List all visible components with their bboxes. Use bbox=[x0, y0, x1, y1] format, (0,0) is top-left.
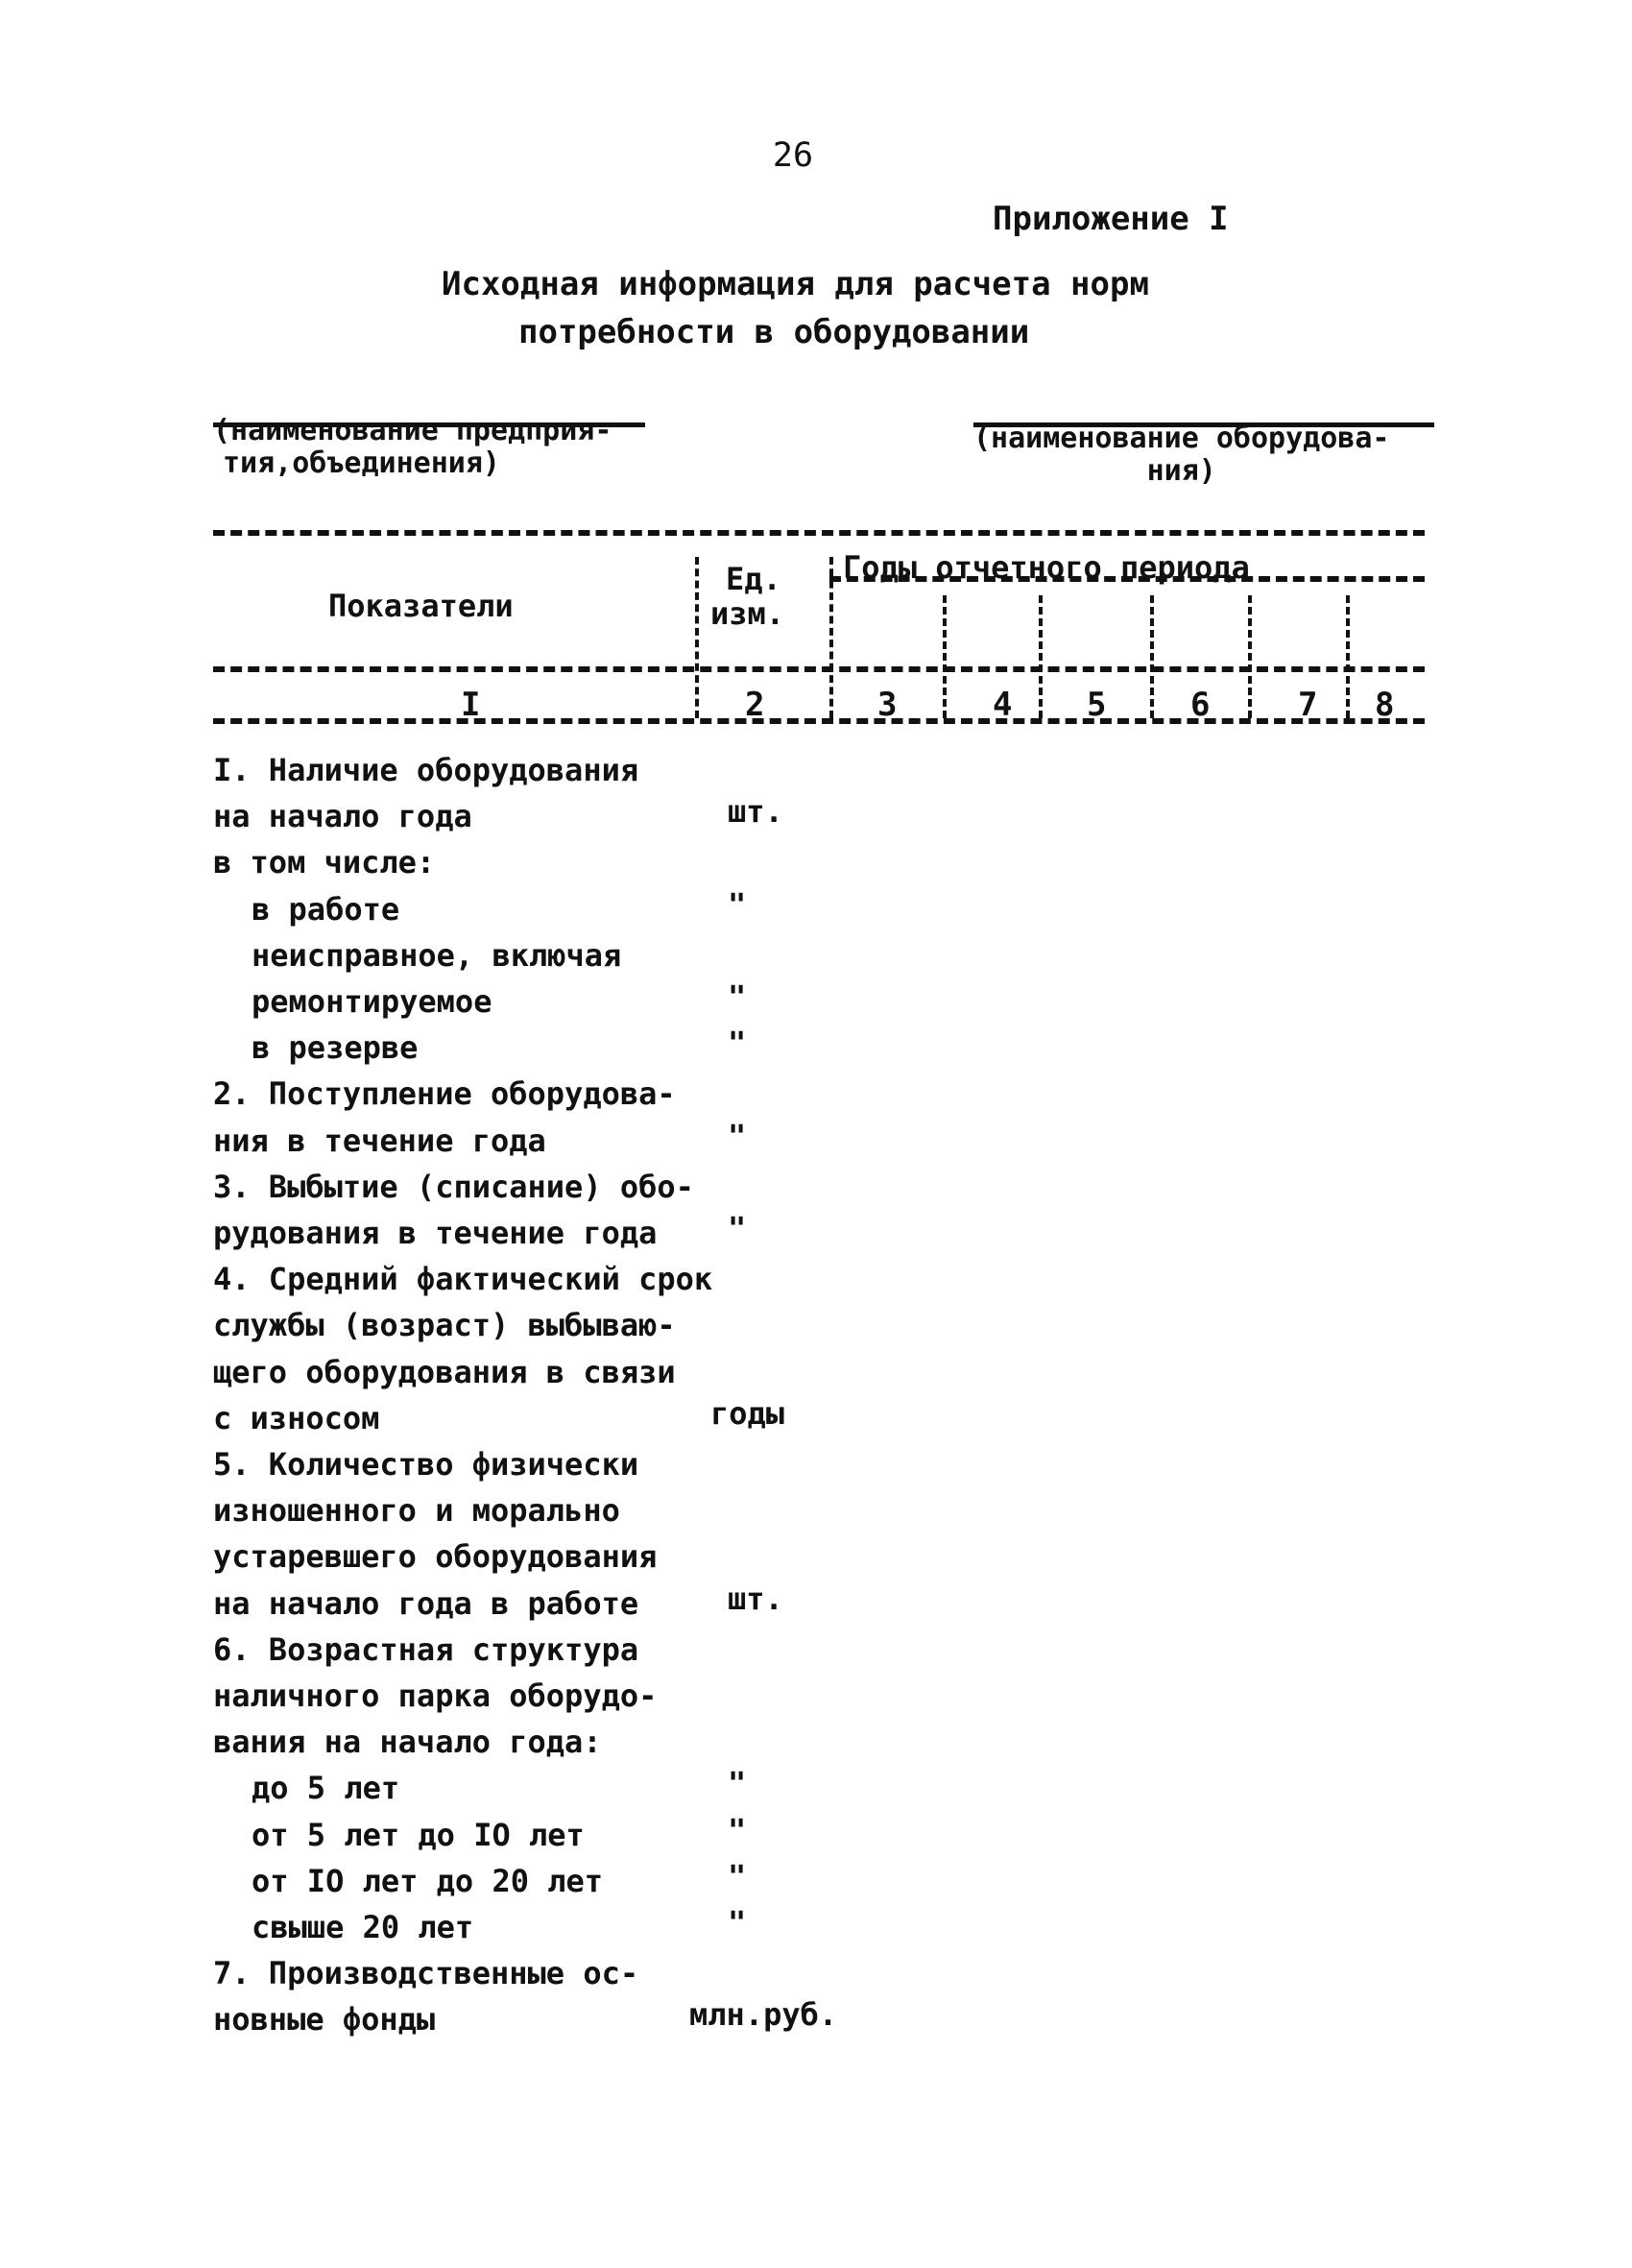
column-header-indicators: Показатели bbox=[328, 588, 514, 624]
column-header-years: Годы отчетного периода bbox=[843, 549, 1250, 586]
indicator-row-unit: шт. bbox=[728, 793, 783, 830]
column-number: 7 bbox=[1298, 686, 1318, 724]
indicator-row-text: в том числе: bbox=[213, 844, 436, 881]
indicator-row-text: 5. Количество физически bbox=[213, 1446, 639, 1483]
indicator-row-text: новные фонды bbox=[213, 2001, 436, 2038]
enterprise-caption-line2: тия,объединения) bbox=[223, 446, 500, 480]
indicator-row-unit: шт. bbox=[728, 1580, 783, 1617]
indicator-row-text: с износом bbox=[213, 1400, 380, 1436]
indicator-row-text: службы (возраст) выбываю- bbox=[213, 1307, 676, 1343]
column-divider bbox=[943, 595, 947, 718]
table-top-rule bbox=[213, 530, 1425, 536]
equipment-caption-line1: (наименование оборудова- bbox=[973, 422, 1390, 455]
indicator-row-unit: " bbox=[728, 1765, 747, 1801]
indicator-row-text: от 5 лет до IO лет bbox=[252, 1817, 585, 1853]
indicator-row-text: на начало года в работе bbox=[213, 1585, 639, 1622]
indicator-row-text: щего оборудования в связи bbox=[213, 1354, 676, 1390]
page-number: 26 bbox=[772, 136, 814, 175]
indicator-row-unit: " bbox=[728, 1118, 747, 1154]
appendix-label: Приложение I bbox=[993, 200, 1229, 238]
indicator-row-text: вания на начало года: bbox=[213, 1724, 602, 1760]
indicator-row-unit: " bbox=[728, 1812, 747, 1848]
indicator-row-text: 7. Производственные ос- bbox=[213, 1955, 639, 1991]
indicator-row-text: ремонтируемое bbox=[252, 983, 492, 1020]
column-divider bbox=[1150, 595, 1154, 718]
indicator-row-text: 2. Поступление оборудова- bbox=[213, 1075, 676, 1112]
equipment-caption-line2: ния) bbox=[1146, 454, 1216, 488]
column-number: 2 bbox=[745, 686, 765, 724]
column-header-unit-line2: изм. bbox=[710, 595, 785, 632]
indicator-row-unit: годы bbox=[710, 1395, 785, 1432]
column-number: 4 bbox=[993, 686, 1013, 724]
document-title-line2: потребности в оборудовании bbox=[518, 313, 1030, 351]
indicator-row-text: рудования в течение года bbox=[213, 1215, 658, 1251]
indicator-row-text: на начало года bbox=[213, 798, 472, 834]
column-divider bbox=[1039, 595, 1043, 718]
column-header-unit-line1: Ед. bbox=[726, 561, 781, 597]
indicator-row-text: 3. Выбытие (списание) обо- bbox=[213, 1169, 694, 1205]
indicator-row-text: от IO лет до 20 лет bbox=[252, 1863, 604, 1899]
indicator-row-unit: млн.руб. bbox=[689, 1996, 838, 2033]
column-divider bbox=[695, 557, 699, 718]
indicator-row-unit: " bbox=[728, 1025, 747, 1061]
indicator-row-text: ния в течение года bbox=[213, 1122, 546, 1159]
indicator-row-text: свыше 20 лет bbox=[252, 1909, 474, 1945]
equipment-caption bbox=[973, 422, 1389, 488]
column-number: 3 bbox=[877, 686, 898, 724]
column-number: 6 bbox=[1190, 686, 1211, 724]
enterprise-caption bbox=[213, 415, 612, 480]
header-bottom-rule bbox=[213, 666, 1425, 672]
enterprise-caption-line1: (наименование предприя- bbox=[213, 414, 612, 447]
indicator-row-text: до 5 лет bbox=[252, 1770, 400, 1806]
indicator-row-text: в резерве bbox=[252, 1029, 419, 1066]
indicator-row-unit: " bbox=[728, 978, 747, 1015]
indicator-row-text: неисправное, включая bbox=[252, 937, 622, 974]
numbers-bottom-rule bbox=[213, 718, 1425, 724]
column-number: 5 bbox=[1087, 686, 1107, 724]
column-divider bbox=[1248, 595, 1252, 718]
column-divider bbox=[1346, 595, 1350, 718]
indicator-row-unit: " bbox=[728, 1858, 747, 1894]
indicator-row-text: в работе bbox=[252, 891, 400, 928]
indicator-row-unit: " bbox=[728, 1210, 747, 1246]
column-divider bbox=[829, 557, 833, 718]
indicator-row-text: изношенного и морально bbox=[213, 1492, 620, 1529]
indicator-row-unit: " bbox=[728, 1904, 747, 1941]
indicator-row-unit: " bbox=[728, 886, 747, 923]
indicator-row-text: 6. Возрастная структура bbox=[213, 1631, 639, 1668]
indicator-row-text: устаревшего оборудования bbox=[213, 1538, 658, 1575]
indicator-row-text: I. Наличие оборудования bbox=[213, 752, 639, 788]
column-number: I bbox=[461, 686, 481, 724]
indicator-row-text: 4. Средний фактический срок bbox=[213, 1261, 713, 1297]
document-title-line1: Исходная информация для расчета норм bbox=[442, 265, 1149, 303]
column-number: 8 bbox=[1375, 686, 1395, 724]
indicator-row-text: наличного парка оборудо- bbox=[213, 1677, 658, 1714]
